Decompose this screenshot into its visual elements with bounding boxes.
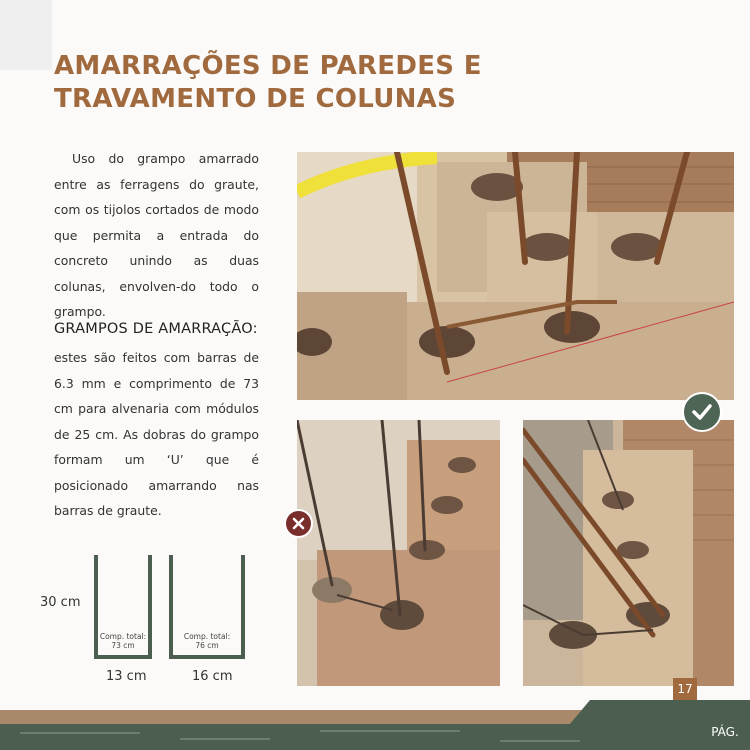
check-icon xyxy=(682,392,722,432)
intro-text: Uso do grampo amarrado entre as ferragens do graute, com os tijolos cortados de modo que permita a entrada do concreto unindo as duas colunas, envolven-do todo o grampo. xyxy=(54,151,259,319)
footer-band xyxy=(0,700,750,750)
photo-incorrect-tie-illustration xyxy=(297,420,500,686)
staple-length-value: 76 cm xyxy=(195,641,219,650)
x-icon xyxy=(284,509,313,538)
page-title xyxy=(54,50,574,116)
staple-16cm xyxy=(169,555,245,659)
width-dimension-label: 13 cm xyxy=(106,669,147,684)
page-label: PÁG. xyxy=(700,714,750,750)
photo-incorrect-tie xyxy=(297,420,500,686)
staple-13cm xyxy=(94,555,152,659)
staple-length-caption: Comp. total: xyxy=(183,632,231,641)
photo-correct-tie-detail xyxy=(523,420,734,686)
x-icon-glyph xyxy=(292,517,305,530)
check-icon-glyph xyxy=(691,401,713,423)
title-line-2: TRAVAMENTO DE COLUNAS xyxy=(54,84,457,114)
photo-correct-tie-illustration xyxy=(297,152,734,400)
width-dimension-label: 16 cm xyxy=(192,669,233,684)
photo-correct-tie xyxy=(297,152,734,400)
staple-length-label xyxy=(173,632,241,650)
section-heading: GRAMPOS DE AMARRAÇÃO: xyxy=(54,321,258,337)
height-dimension-label: 30 cm xyxy=(40,595,81,610)
page-number: 17 xyxy=(673,678,697,700)
title-line-1: AMARRAÇÕES DE PAREDES E xyxy=(54,51,482,81)
section-body: estes são feitos com barras de 6.3 mm e comprimento de 73 cm para alvenaria com módulos de 25 cm. As dobras do grampo formam um ‘U’ que é posicionado amarrando nas barras de graute. xyxy=(54,350,259,518)
staple-length-value: 73 cm xyxy=(111,641,135,650)
staple-diagram xyxy=(40,545,300,695)
staple-length-label xyxy=(98,632,148,650)
corner-tab xyxy=(0,0,52,70)
photo-correct-tie-detail-illustration xyxy=(523,420,734,686)
intro-paragraph xyxy=(54,146,259,325)
staple-length-caption: Comp. total: xyxy=(99,632,147,641)
